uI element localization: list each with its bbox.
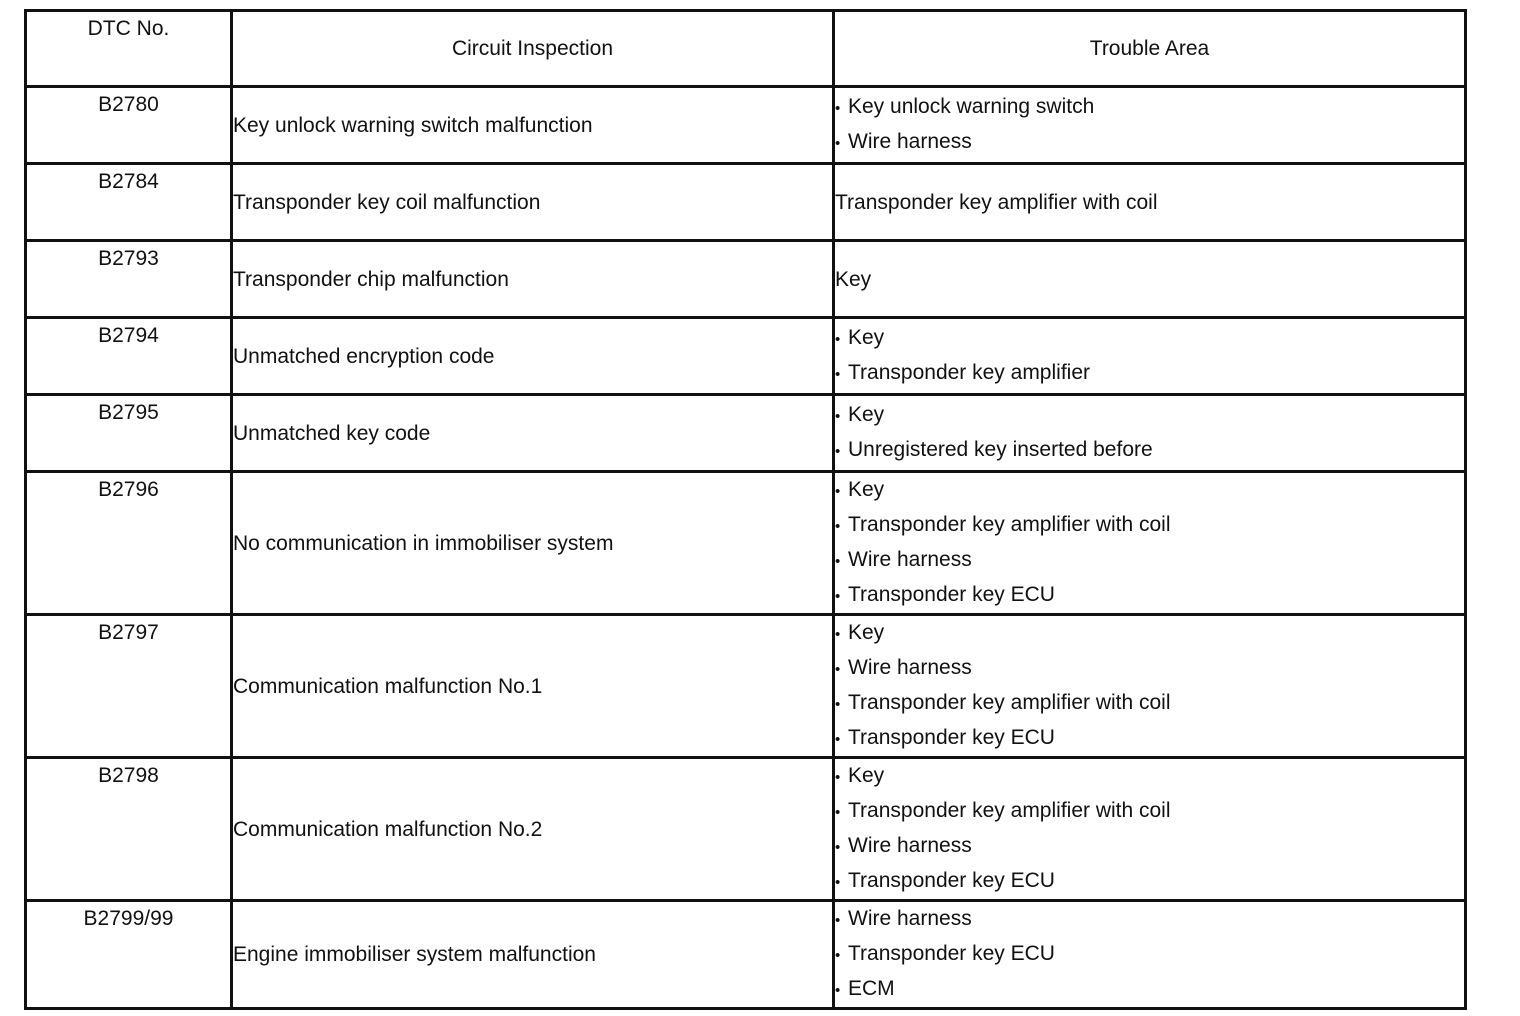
trouble-area-item — [835, 651, 1464, 686]
trouble-area-item — [835, 543, 1464, 578]
trouble-area-text: Wire harness — [848, 834, 972, 857]
bullet-icon: • — [835, 366, 841, 383]
trouble-area-item — [835, 972, 1464, 1007]
trouble-area-cell — [834, 164, 1466, 241]
bullet-icon: • — [835, 408, 841, 425]
header-trouble-area: Trouble Area — [834, 11, 1466, 87]
trouble-area-text: Transponder key amplifier with coil — [835, 190, 1158, 214]
trouble-area-text: Transponder key amplifier with coil — [848, 513, 1171, 536]
table-row — [26, 472, 1466, 615]
trouble-area-text: Wire harness — [848, 907, 972, 930]
trouble-area-text: Transponder key amplifier with coil — [848, 691, 1171, 714]
table-row — [26, 395, 1466, 472]
trouble-area-item — [835, 508, 1464, 543]
trouble-area-text: Key — [848, 478, 885, 501]
dtc-code-cell: B2796 — [26, 472, 232, 615]
circuit-inspection-cell: Transponder key coil malfunction — [232, 164, 834, 241]
table-row — [26, 901, 1466, 1009]
table-row — [26, 615, 1466, 758]
trouble-area-text: Transponder key ECU — [848, 942, 1055, 965]
trouble-area-item — [835, 686, 1464, 721]
circuit-inspection-cell: Unmatched encryption code — [232, 318, 834, 395]
trouble-area-item — [835, 433, 1464, 468]
bullet-icon: • — [835, 483, 841, 500]
trouble-area-text: Unregistered key inserted before — [848, 438, 1153, 461]
trouble-area-text: Transponder key amplifier — [848, 361, 1090, 384]
table-row — [26, 87, 1466, 164]
trouble-area-item — [835, 321, 1464, 356]
circuit-inspection-cell: Key unlock warning switch malfunction — [232, 87, 834, 164]
table-row — [26, 318, 1466, 395]
bullet-icon: • — [835, 731, 841, 748]
dtc-code-cell: B2794 — [26, 318, 232, 395]
bullet-icon: • — [835, 135, 841, 152]
bullet-icon: • — [835, 661, 841, 678]
trouble-area-item — [835, 263, 1464, 296]
bullet-icon: • — [835, 769, 841, 786]
bullet-icon: • — [835, 947, 841, 964]
circuit-inspection-cell: Engine immobiliser system malfunction — [232, 901, 834, 1009]
bullet-icon: • — [835, 331, 841, 348]
trouble-area-item — [835, 937, 1464, 972]
trouble-area-item — [835, 473, 1464, 508]
dtc-code-cell: B2797 — [26, 615, 232, 758]
trouble-area-cell — [834, 472, 1466, 615]
bullet-icon: • — [835, 626, 841, 643]
trouble-area-text: Transponder key ECU — [848, 869, 1055, 892]
bullet-icon: • — [835, 912, 841, 929]
trouble-area-item — [835, 125, 1464, 160]
trouble-area-item — [835, 186, 1464, 219]
trouble-area-text: Key unlock warning switch — [848, 95, 1095, 118]
bullet-icon: • — [835, 804, 841, 821]
circuit-inspection-cell: Unmatched key code — [232, 395, 834, 472]
bullet-icon: • — [835, 553, 841, 570]
header-dtc-no: DTC No. — [26, 11, 232, 87]
bullet-icon: • — [835, 696, 841, 713]
table-row — [26, 164, 1466, 241]
dtc-code-cell: B2795 — [26, 395, 232, 472]
trouble-area-item — [835, 864, 1464, 899]
circuit-inspection-cell: Transponder chip malfunction — [232, 241, 834, 318]
bullet-icon: • — [835, 100, 841, 117]
trouble-area-text: ECM — [848, 977, 895, 1000]
trouble-area-item — [835, 721, 1464, 756]
dtc-table — [24, 9, 1467, 1010]
trouble-area-item — [835, 356, 1464, 391]
trouble-area-cell — [834, 901, 1466, 1009]
circuit-inspection-cell: No communication in immobiliser system — [232, 472, 834, 615]
table-row — [26, 241, 1466, 318]
trouble-area-item — [835, 90, 1464, 125]
bullet-icon: • — [835, 839, 841, 856]
trouble-area-item — [835, 578, 1464, 613]
bullet-icon: • — [835, 982, 841, 999]
bullet-icon: • — [835, 874, 841, 891]
trouble-area-cell — [834, 241, 1466, 318]
trouble-area-text: Key — [848, 764, 885, 787]
trouble-area-item — [835, 902, 1464, 937]
table-row — [26, 758, 1466, 901]
bullet-icon: • — [835, 588, 841, 605]
circuit-inspection-cell: Communication malfunction No.2 — [232, 758, 834, 901]
circuit-inspection-cell: Communication malfunction No.1 — [232, 615, 834, 758]
bullet-icon: • — [835, 443, 841, 460]
trouble-area-cell — [834, 615, 1466, 758]
trouble-area-text: Transponder key ECU — [848, 726, 1055, 749]
trouble-area-item — [835, 759, 1464, 794]
dtc-code-cell: B2799/99 — [26, 901, 232, 1009]
trouble-area-item — [835, 829, 1464, 864]
dtc-code-cell: B2784 — [26, 164, 232, 241]
dtc-code-cell: B2798 — [26, 758, 232, 901]
trouble-area-text: Wire harness — [848, 656, 972, 679]
table-header — [26, 11, 1466, 87]
dtc-code-cell: B2793 — [26, 241, 232, 318]
trouble-area-item — [835, 616, 1464, 651]
bullet-icon: • — [835, 518, 841, 535]
trouble-area-text: Key — [835, 267, 872, 291]
dtc-code-cell: B2780 — [26, 87, 232, 164]
trouble-area-text: Key — [848, 403, 885, 426]
header-row — [26, 11, 1466, 87]
trouble-area-cell — [834, 395, 1466, 472]
trouble-area-cell — [834, 758, 1466, 901]
trouble-area-text: Transponder key amplifier with coil — [848, 799, 1171, 822]
trouble-area-cell — [834, 87, 1466, 164]
trouble-area-item — [835, 398, 1464, 433]
trouble-area-cell — [834, 318, 1466, 395]
table-body — [26, 87, 1466, 1009]
trouble-area-text: Wire harness — [848, 548, 972, 571]
trouble-area-text: Key — [848, 621, 885, 644]
trouble-area-item — [835, 794, 1464, 829]
header-circuit-inspection: Circuit Inspection — [232, 11, 834, 87]
trouble-area-text: Key — [848, 326, 885, 349]
trouble-area-text: Wire harness — [848, 130, 972, 153]
trouble-area-text: Transponder key ECU — [848, 583, 1055, 606]
